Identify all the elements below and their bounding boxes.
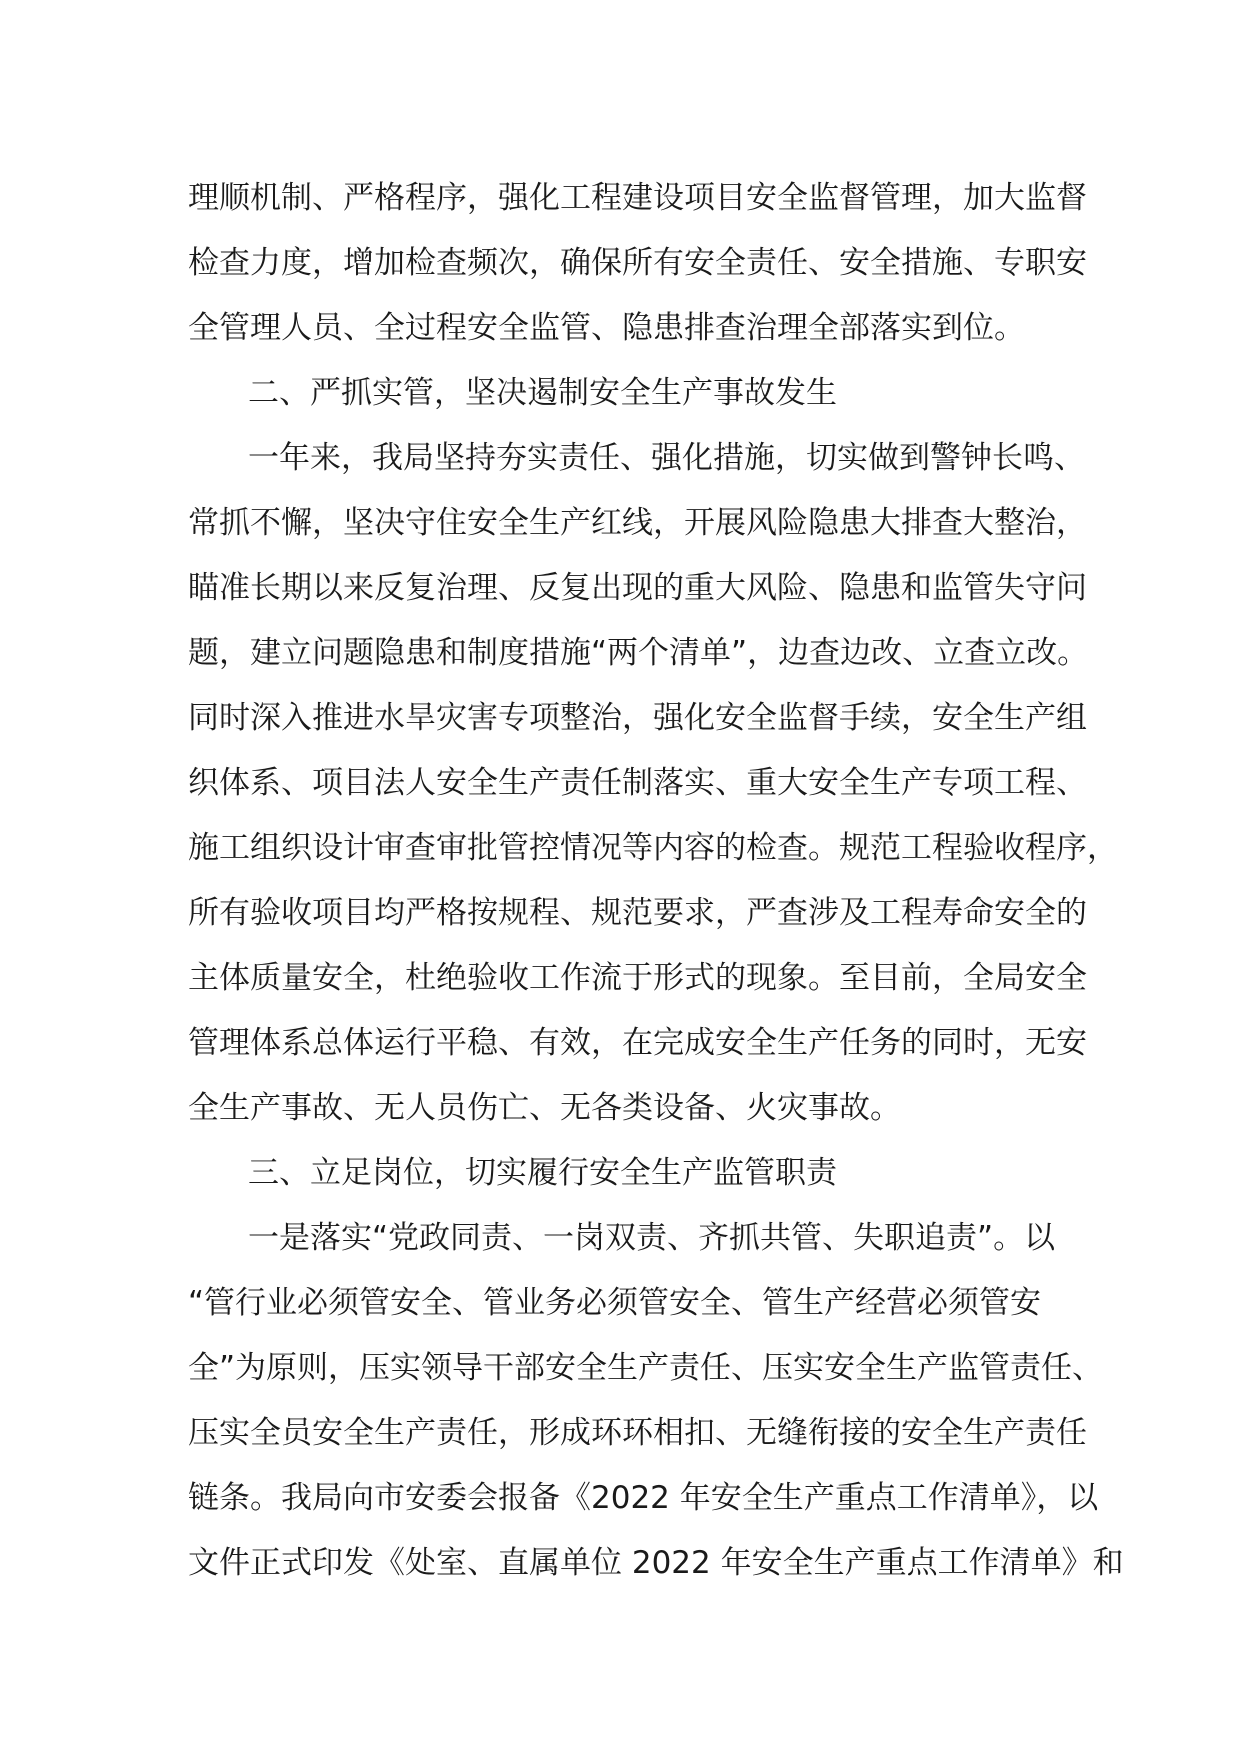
text-line: 题，建立问题隐患和制度措施“两个清单”，边查边改、立查立改。 (188, 635, 1089, 671)
text-line: 理顺机制、严格程序，强化工程建设项目安全监督管理，加大监督 (188, 180, 1087, 216)
text-line: 文件正式印发《处室、直属单位 2022 年安全生产重点工作清单》和 (188, 1545, 1124, 1581)
text-line: “管行业必须管安全、管业务必须管安全、管生产经营必须管安 (188, 1285, 1042, 1321)
text-line: 全”为原则，压实领导干部安全生产责任、压实安全生产监管责任、 (188, 1350, 1104, 1386)
text-line: 全生产事故、无人员伤亡、无各类设备、火灾事故。 (188, 1090, 901, 1126)
text-line: 一是落实“党政同责、一岗双责、齐抓共管、失职追责”。以 (248, 1220, 1056, 1256)
text-line: 管理体系总体运行平稳、有效，在完成安全生产任务的同时，无安 (188, 1025, 1087, 1061)
section-heading: 三、立足岗位，切实履行安全生产监管职责 (248, 1155, 837, 1191)
text-line: 全管理人员、全过程安全监管、隐患排查治理全部落实到位。 (188, 310, 1025, 346)
text-line: 同时深入推进水旱灾害专项整治，强化安全监督手续，安全生产组 (188, 700, 1087, 736)
section-heading: 二、严抓实管，坚决遏制安全生产事故发生 (248, 375, 837, 411)
document-body (188, 166, 1124, 1596)
text-line: 瞄准长期以来反复治理、反复出现的重大风险、隐患和监管失守问 (188, 570, 1087, 606)
text-line: 一年来，我局坚持夯实责任、强化措施，切实做到警钟长鸣、 (248, 440, 1085, 476)
text-line: 织体系、项目法人安全生产责任制落实、重大安全生产专项工程、 (188, 765, 1087, 801)
text-line: 链条。我局向市安委会报备《2022 年安全生产重点工作清单》，以 (188, 1480, 1099, 1516)
text-line: 施工组织设计审查审批管控情况等内容的检查。规范工程验收程序， (188, 830, 1118, 866)
text-line: 所有验收项目均严格按规程、规范要求，严查涉及工程寿命安全的 (188, 895, 1087, 931)
text-line: 压实全员安全生产责任，形成环环相扣、无缝衔接的安全生产责任 (188, 1415, 1087, 1451)
text-line: 主体质量安全，杜绝验收工作流于形式的现象。至目前，全局安全 (188, 960, 1087, 996)
text-line: 常抓不懈，坚决守住安全生产红线，开展风险隐患大排查大整治， (188, 505, 1087, 541)
text-line: 检查力度，增加检查频次，确保所有安全责任、安全措施、专职安 (188, 245, 1087, 281)
